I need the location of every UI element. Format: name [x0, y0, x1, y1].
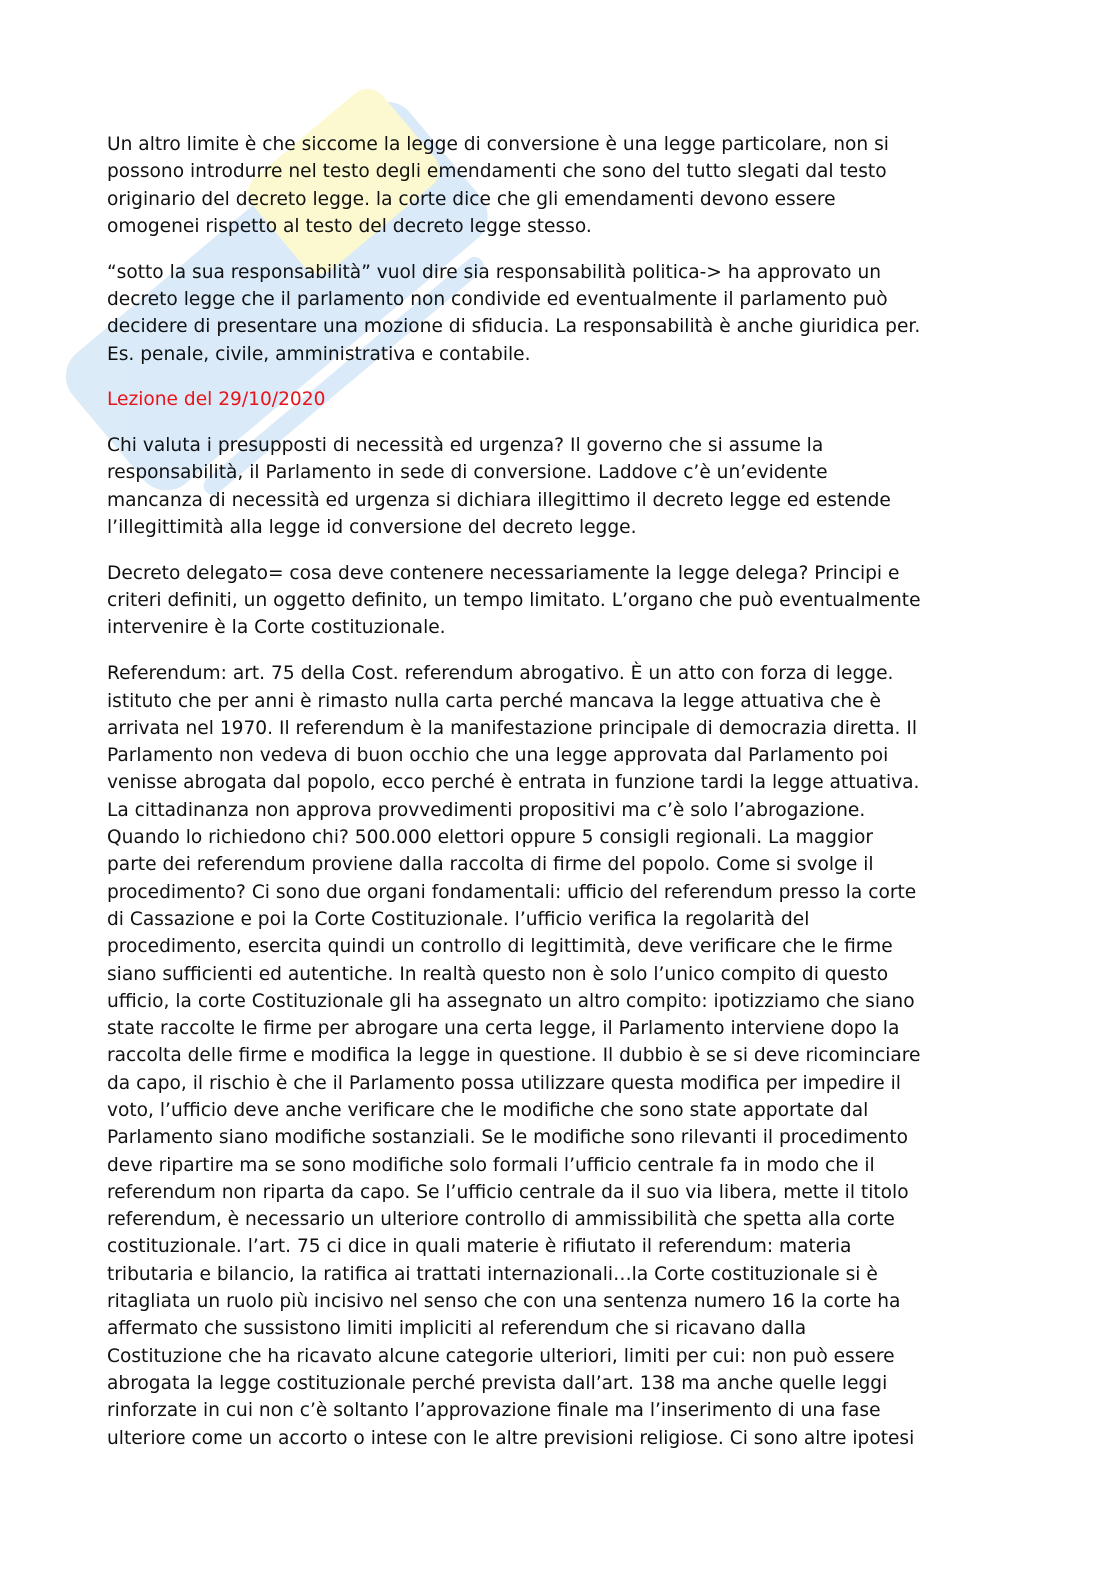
text-line: Referendum: art. 75 della Cost. referendum abrogativo. È un atto con forza di legge.	[107, 663, 894, 685]
document-body	[107, 131, 1067, 1470]
paragraph	[107, 259, 1067, 368]
text-line: raccolta delle firme e modifica la legge in questione. Il dubbio è se si deve ricominciare	[107, 1045, 921, 1067]
text-line: da capo, il rischio è che il Parlamento possa utilizzare questa modifica per impedire il	[107, 1072, 901, 1094]
text-line: istituto che per anni è rimasto nulla carta perché mancava la legge attuativa che è	[107, 690, 881, 712]
text-line: ritagliata un ruolo più incisivo nel senso che con una sentenza numero 16 la corte ha	[107, 1291, 901, 1313]
text-line: abrogata la legge costituzionale perché prevista dall’art. 138 ma anche quelle leggi	[107, 1372, 888, 1394]
text-line: state raccolte le firme per abrogare una certa legge, il Parlamento interviene dopo la	[107, 1018, 900, 1040]
text-line: Parlamento siano modifiche sostanziali. Se le modifiche sono rilevanti il procedimento	[107, 1127, 909, 1149]
text-line: originario del decreto legge. la corte dice che gli emendamenti devono essere	[107, 188, 836, 210]
text-line: venisse abrogata dal popolo, ecco perché è entrata in funzione tardi la legge attuativa.	[107, 772, 920, 794]
text-line: Un altro limite è che siccome la legge di conversione è una legge particolare, non si	[107, 134, 889, 155]
text-line: responsabilità, il Parlamento in sede di conversione. Laddove c’è un’evidente	[107, 462, 828, 484]
text-line: possono introdurre nel testo degli emendamenti che sono del tutto slegati dal testo	[107, 161, 887, 183]
text-line: decreto legge che il parlamento non condivide ed eventualmente il parlamento può	[107, 288, 888, 310]
text-line: Costituzione che ha ricavato alcune categorie ulteriori, limiti per cui: non può essere	[107, 1345, 895, 1367]
text-line: criteri definiti, un oggetto definito, un tempo limitato. L’organo che può eventualmente	[107, 590, 921, 612]
text-line: Chi valuta i presupposti di necessità ed urgenza? Il governo che si assume la	[107, 435, 824, 457]
text-line: Es. penale, civile, amministrativa e contabile.	[107, 343, 531, 365]
text-line: ufficio, la corte Costituzionale gli ha assegnato un altro compito: ipotizziamo che siano	[107, 990, 915, 1012]
text-line: tributaria e bilancio, la ratifica ai trattati internazionali…la Corte costituzionale si è	[107, 1263, 878, 1285]
text-line: costituzionale. l’art. 75 ci dice in quali materie è rifiutato il referendum: materia	[107, 1236, 852, 1258]
text-line: l’illegittimità alla legge id conversione del decreto legge.	[107, 517, 637, 539]
paragraph	[107, 432, 1067, 541]
text-line: Decreto delegato= cosa deve contenere necessariamente la legge delega? Principi e	[107, 562, 900, 584]
text-line: “sotto la sua responsabilità” vuol dire sia responsabilità politica-> ha approvato un	[107, 261, 882, 283]
text-line: referendum non riparta da capo. Se l’ufficio centrale da il suo via libera, mette il titolo	[107, 1181, 909, 1203]
text-line: ulteriore come un accorto o intese con le altre previsioni religiose. Ci sono altre ipotesi	[107, 1427, 915, 1449]
text-line: Parlamento non vedeva di buon occhio che una legge approvata dal Parlamento poi	[107, 745, 889, 767]
text-line: rinforzate in cui non c’è soltanto l’approvazione finale ma l’inserimento di una fase	[107, 1400, 881, 1422]
text-line: La cittadinanza non approva provvedimenti propositivi ma c’è solo l’abrogazione.	[107, 799, 866, 821]
text-line: Lezione del 29/10/2020	[107, 389, 326, 411]
text-line: decidere di presentare una mozione di sfiducia. La responsabilità è anche giuridica per.	[107, 316, 921, 338]
paragraph	[107, 660, 1067, 1452]
section-heading	[107, 386, 1067, 413]
text-line: mancanza di necessità ed urgenza si dichiara illegittimo il decreto legge ed estende	[107, 489, 891, 511]
text-line: affermato che sussistono limiti impliciti al referendum che si ricavano dalla	[107, 1318, 807, 1340]
text-line: procedimento, esercita quindi un controllo di legittimità, deve verificare che le firme	[107, 936, 893, 958]
text-line: siano sufficienti ed autentiche. In realtà questo non è solo l’unico compito di questo	[107, 963, 889, 985]
paragraph	[107, 131, 1067, 240]
text-line: arrivata nel 1970. Il referendum è la manifestazione principale di democrazia diretta. Il	[107, 717, 918, 739]
text-line: Quando lo richiedono chi? 500.000 elettori oppure 5 consigli regionali. La maggior	[107, 827, 873, 849]
text-line: intervenire è la Corte costituzionale.	[107, 617, 446, 639]
text-line: deve ripartire ma se sono modifiche solo formali l’ufficio centrale fa in modo che il	[107, 1154, 875, 1176]
text-line: procedimento? Ci sono due organi fondamentali: ufficio del referendum presso la corte	[107, 881, 917, 903]
text-line: parte dei referendum proviene dalla raccolta di firme del popolo. Come si svolge il	[107, 854, 874, 876]
text-line: referendum, è necessario un ulteriore controllo di ammissibilità che spetta alla corte	[107, 1209, 895, 1231]
text-line: di Cassazione e poi la Corte Costituzionale. l’ufficio verifica la regolarità del	[107, 908, 810, 930]
paragraph	[107, 560, 1067, 642]
text-line: voto, l’ufficio deve anche verificare che le modifiche che sono state apportate dal	[107, 1100, 869, 1121]
text-line: omogenei rispetto al testo del decreto legge stesso.	[107, 215, 592, 237]
